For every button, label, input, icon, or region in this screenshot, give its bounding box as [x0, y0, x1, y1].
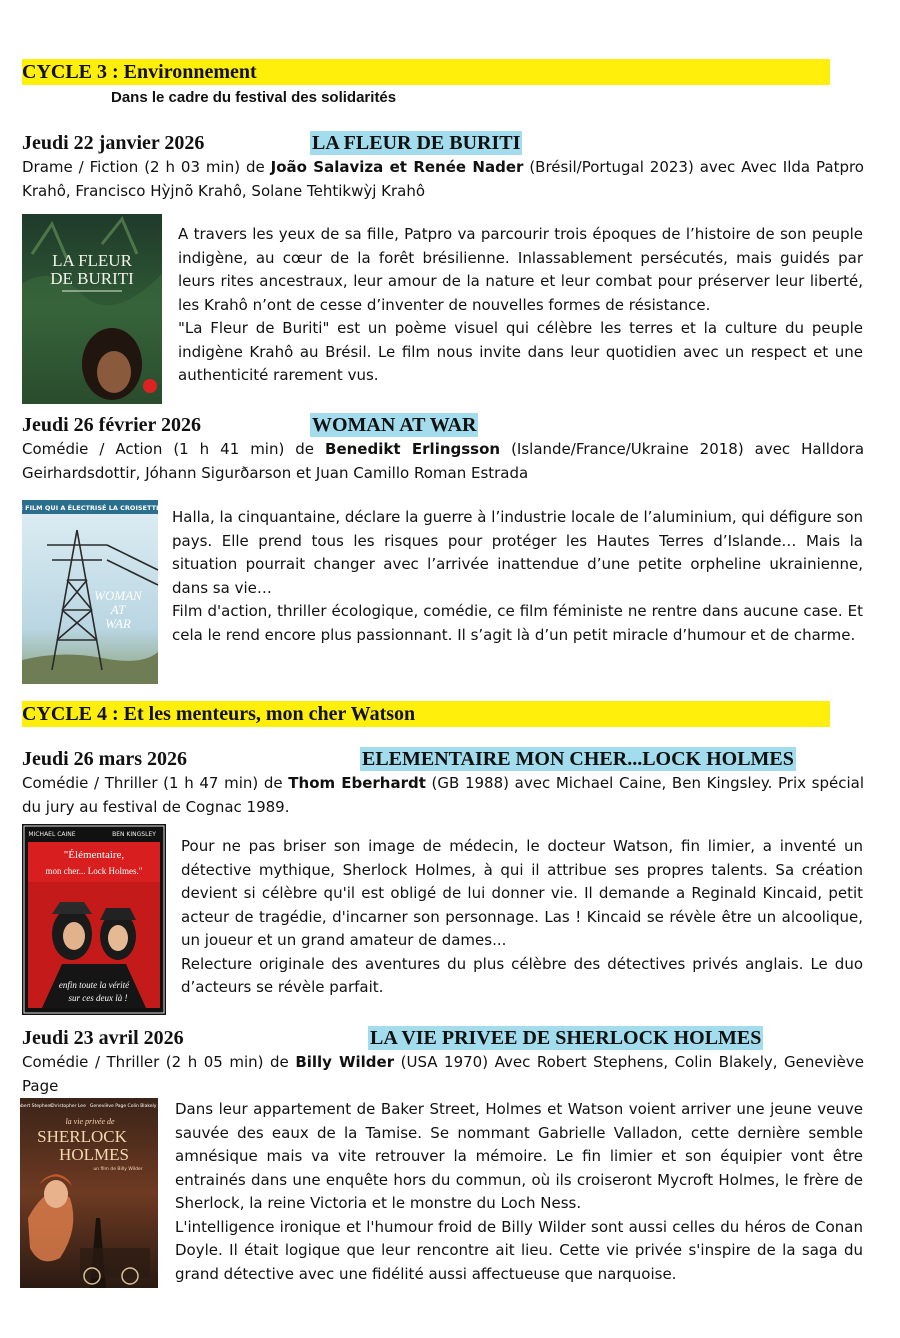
film4-poster: [15, 1098, 158, 1288]
film3-meta: Comédie / Thriller (1 h 47 min) de Thom Eberhardt (GB 1988) avec Michael Caine, Ben Kingsley. Prix spécial du jury au festival de Cognac 1989.: [22, 774, 864, 816]
cycle3-heading: CYCLE 3 : Environnement: [22, 59, 830, 85]
film4-date: Jeudi 23 avril 2026: [22, 1027, 184, 1049]
film3-paragraph: Pour ne pas briser son image de médecin, le docteur Watson, fin limier, a inventé un détective mythique, Sherlock Holmes, à qui il attribue ses propres talents. Sa création devient si célèbre qu'il est obligé de lui donner vie. Il demande a Reginald Kincaid, petit acteur de tragédie, d'incarner son personnage. Las ! Kincaid se révèle être un alcoolique, un joueur et un grand amateur de dames...: [181, 837, 863, 949]
cycle4-heading: CYCLE 4 : Et les menteurs, mon cher Watson: [22, 701, 830, 727]
film2-poster-tagline: LE FILM QUI A ÉLECTRISÉ LA CROISETTE !: [14, 504, 166, 512]
film3-description: [181, 835, 863, 1000]
film1-poster-line1: LA FLEUR: [52, 251, 132, 270]
film1-date: Jeudi 22 janvier 2026: [22, 132, 205, 154]
film3-poster-actor1: MICHAEL CAINE: [28, 831, 76, 838]
film2-poster-word2: AT: [110, 602, 126, 617]
film2-director: Benedikt Erlingsson: [325, 440, 501, 458]
film4-director: Billy Wilder: [295, 1053, 395, 1071]
film4-poster-credit: un film de Billy Wilder: [93, 1167, 143, 1172]
film1-description: [178, 223, 863, 388]
film3-date: Jeudi 26 mars 2026: [22, 748, 187, 770]
film4-poster-title1: la vie privée de: [65, 1117, 115, 1126]
film1-paragraph: A travers les yeux de sa fille, Patpro va parcourir trois époques de l’histoire de son peuple indigène, au cœur de la forêt brésilienne. Inlassablement persécutés, mais guidés par leurs rites ancestraux, leur amour de la nature et leur combat pour préserver leur liberté, les Krahô n’ont de cesse d’inventer de nouvelles formes de résistance.: [178, 225, 863, 314]
film4-title: LA VIE PRIVEE DE SHERLOCK HOLMES: [370, 1027, 762, 1049]
film1-poster-line2: DE BURITI: [50, 269, 134, 288]
cycle3-subtitle: Dans le cadre du festival des solidarités: [111, 89, 397, 106]
film4-poster-actor2: Christopher Lee: [50, 1104, 86, 1109]
film1-director: João Salaviza et Renée Nader: [270, 158, 524, 176]
film4-poster-title2: SHERLOCK: [37, 1127, 127, 1146]
film3-poster-title1: "Élémentaire,: [63, 849, 125, 861]
film2-date: Jeudi 26 février 2026: [22, 414, 202, 436]
film3-poster-tagline1: enfin toute la vérité: [58, 980, 130, 990]
film3-director: Thom Eberhardt: [288, 774, 426, 792]
film1-poster: [22, 214, 162, 404]
film2-poster: [14, 500, 166, 684]
film4-description: [175, 1098, 863, 1286]
film1-meta: Drame / Fiction (2 h 03 min) de João Salaviza et Renée Nader (Brésil/Portugal 2023) avec Avec Ilda Patpro Krahô, Francisco Hỳjnõ Krahô, Solane Tehtikwỳj Krahô: [22, 158, 864, 200]
film1-paragraph: "La Fleur de Buriti" est un poème visuel qui célèbre les terres et la culture du peuple indigène Krahô au Brésil. Le film nous invite dans leur quotidien avec un respect et une authenticité rarement vus.: [178, 319, 863, 384]
film3-title: ELEMENTAIRE MON CHER...LOCK HOLMES: [362, 748, 794, 770]
film4-meta: Comédie / Thriller (2 h 05 min) de Billy Wilder (USA 1970) Avec Robert Stephens, Colin Blakely, Geneviève Page: [22, 1053, 864, 1095]
film3-poster-actor2: BEN KINGSLEY: [112, 831, 156, 838]
film3-poster-tagline2: sur ces deux là !: [68, 993, 128, 1003]
film3-paragraph: Relecture originale des aventures du plus célèbre des détectives privés anglais. Le duo d’acteurs se révèle parfait.: [181, 954, 863, 996]
film1-title: LA FLEUR DE BURITI: [312, 132, 521, 154]
film4-poster-actor3: Geneviève Page: [89, 1104, 127, 1109]
film2-title: WOMAN AT WAR: [312, 414, 477, 436]
film2-poster-word3: WAR: [105, 616, 131, 631]
film2-meta: Comédie / Action (1 h 41 min) de Benedikt Erlingsson (Islande/France/Ukraine 2018) avec Halldora Geirhardsdottir, Jóhann Sigurðarson et Juan Camillo Roman Estrada: [22, 440, 865, 482]
film2-description: [172, 506, 863, 647]
film4-paragraph: L'intelligence ironique et l'humour froid de Billy Wilder sont aussi celles du héros de Conan Doyle. Il était logique que leur rencontre ait lieu. Cette vie privée s'inspire de la saga du grand détective avec une fidélité aussi affectueuse que narquoise.: [175, 1217, 863, 1283]
film2-paragraph: Halla, la cinquantaine, déclare la guerre à l’industrie locale de l’aluminium, qui défigure son pays. Elle prend tous les risques pour protéger les Hautes Terres d’Islande… Mais la situation pourrait changer avec l’arrivée inattendue d’une petite orpheline ukrainienne, dans sa vie…: [172, 508, 863, 597]
film2-poster-word1: WOMAN: [94, 588, 142, 603]
film4-poster-actor1: Robert Stephens: [15, 1104, 53, 1109]
film3-poster-title2: mon cher... Lock Holmes.": [45, 866, 143, 876]
film4-poster-actor4: Colin Blakely: [127, 1104, 157, 1109]
film3-poster: [22, 824, 166, 1015]
film4-paragraph: Dans leur appartement de Baker Street, Holmes et Watson voient arriver une jeune veuve sauvée des eaux de la Tamise. Se nommant Gabrielle Valladon, cette dernière semble amnésique mais va vite retrouver la mémoire. Le fin limier et son équipier vont être entrainés dans une enquête hors du commun, où ils croiseront Mycroft Holmes, le frère de Sherlock, la reine Victoria et le monstre du Loch Ness.: [175, 1100, 863, 1212]
film2-paragraph: Film d'action, thriller écologique, comédie, ce film féministe ne rentre dans aucune case. Et cela le rend encore plus passionnant. Il s’agit là d’un petit miracle d’humour et de charme.: [172, 602, 863, 644]
film4-poster-title3: HOLMES: [59, 1145, 129, 1164]
